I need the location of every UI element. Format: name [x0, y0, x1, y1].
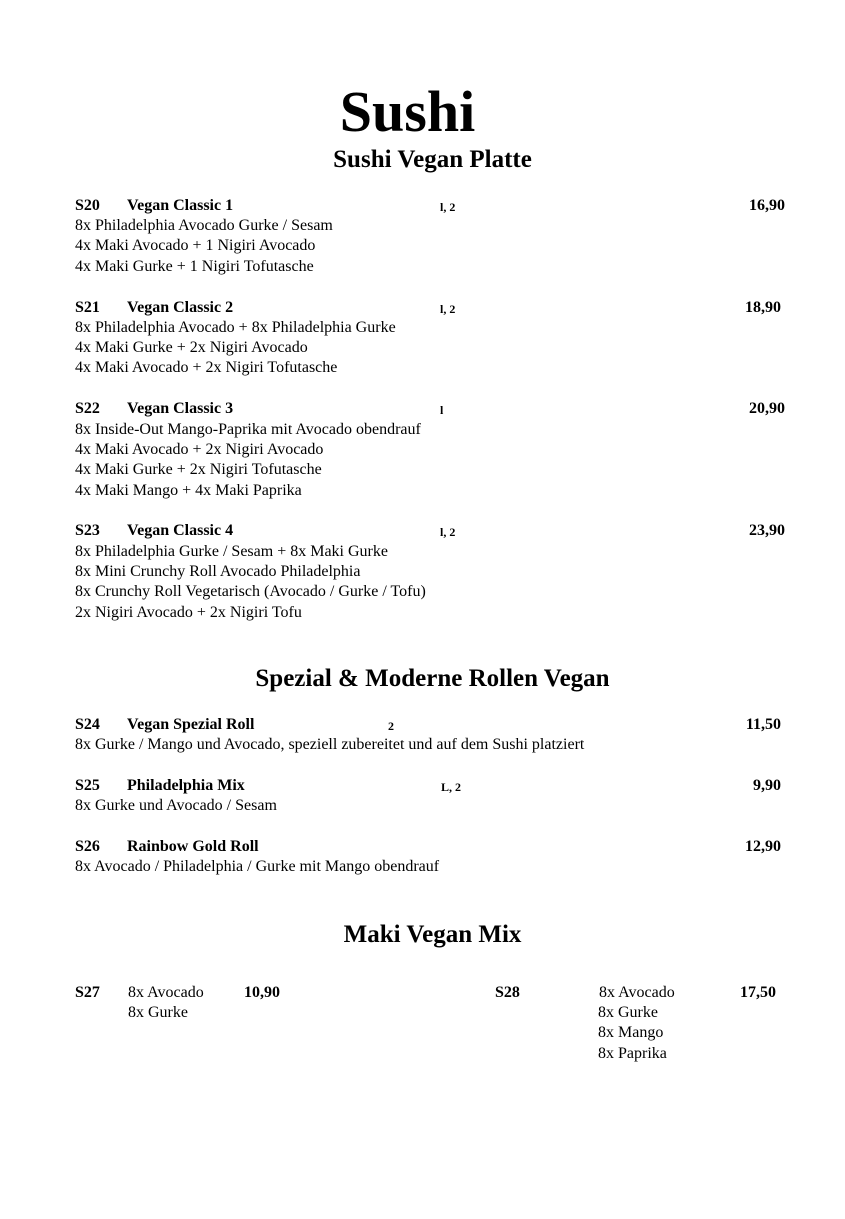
item-allergens: 2 [388, 719, 394, 733]
item-code: S21 [75, 299, 100, 316]
item-description-line: 4x Maki Gurke + 2x Nigiri Avocado [75, 339, 308, 356]
item-allergens: l [440, 403, 444, 417]
item-code: S23 [75, 522, 100, 539]
item-description-line: 8x Philadelphia Gurke / Sesam + 8x Maki Gurke [75, 543, 388, 560]
item-description-line: 4x Maki Mango + 4x Maki Paprika [75, 482, 302, 499]
page-title: Sushi [339, 79, 476, 144]
item-description-line: 8x Crunchy Roll Vegetarisch (Avocado / Gurke / Tofu) [75, 583, 426, 600]
maki-line: 8x Gurke [598, 1004, 658, 1021]
maki-price: 10,90 [244, 984, 280, 1001]
item-name: Rainbow Gold Roll [127, 838, 259, 855]
item-price: 11,50 [745, 716, 781, 733]
maki-line: 8x Avocado [128, 984, 204, 1001]
item-description-line: 4x Maki Avocado + 1 Nigiri Avocado [75, 237, 316, 254]
maki-line: 8x Mango [598, 1024, 664, 1041]
item-allergens: l, 2 [440, 525, 456, 539]
item-price: 12,90 [745, 838, 781, 855]
item-name: Vegan Spezial Roll [127, 716, 255, 733]
maki-code: S27 [75, 984, 100, 1001]
item-description-line: 8x Philadelphia Avocado + 8x Philadelphia Gurke [75, 319, 396, 336]
item-price: 23,90 [749, 522, 785, 539]
item-description-line: 4x Maki Avocado + 2x Nigiri Tofutasche [75, 359, 338, 376]
item-code: S22 [75, 400, 100, 417]
item-description-line: 8x Mini Crunchy Roll Avocado Philadelphia [75, 563, 361, 580]
item-price: 9,90 [753, 777, 781, 794]
item-description-line: 4x Maki Gurke + 2x Nigiri Tofutasche [75, 461, 322, 478]
item-price: 16,90 [749, 197, 785, 214]
section-heading-maki-vegan-mix: Maki Vegan Mix [343, 921, 522, 948]
item-price: 18,90 [745, 299, 781, 316]
item-description-line: 8x Avocado / Philadelphia / Gurke mit Mango obendrauf [75, 858, 440, 875]
maki-line: 8x Avocado [599, 984, 675, 1001]
item-name: Philadelphia Mix [127, 777, 245, 794]
maki-code: S28 [495, 984, 520, 1001]
item-description-line: 8x Philadelphia Avocado Gurke / Sesam [75, 217, 333, 234]
item-description-line: 2x Nigiri Avocado + 2x Nigiri Tofu [75, 604, 302, 621]
item-allergens: l, 2 [440, 200, 456, 214]
item-description-line: 4x Maki Avocado + 2x Nigiri Avocado [75, 441, 324, 458]
item-code: S25 [75, 777, 100, 794]
item-name: Vegan Classic 2 [127, 299, 234, 316]
item-price: 20,90 [749, 400, 785, 417]
item-description-line: 8x Gurke / Mango und Avocado, speziell zubereitet und auf dem Sushi platziert [75, 736, 585, 753]
section-heading-vegan-platte: Sushi Vegan Platte [333, 146, 532, 173]
maki-line: 8x Paprika [598, 1045, 667, 1062]
item-description-line: 8x Inside-Out Mango-Paprika mit Avocado obendrauf [75, 421, 421, 438]
item-name: Vegan Classic 4 [127, 522, 234, 539]
item-code: S26 [75, 838, 100, 855]
item-allergens: l, 2 [440, 302, 456, 316]
section-heading-spezial-rollen: Spezial & Moderne Rollen Vegan [255, 665, 610, 692]
item-description-line: 4x Maki Gurke + 1 Nigiri Tofutasche [75, 258, 314, 275]
item-description-line: 8x Gurke und Avocado / Sesam [75, 797, 277, 814]
maki-price: 17,50 [740, 984, 776, 1001]
item-name: Vegan Classic 1 [127, 197, 234, 214]
maki-line: 8x Gurke [128, 1004, 188, 1021]
item-code: S20 [75, 197, 100, 214]
item-allergens: L, 2 [441, 780, 462, 794]
item-code: S24 [75, 716, 100, 733]
item-name: Vegan Classic 3 [127, 400, 234, 417]
